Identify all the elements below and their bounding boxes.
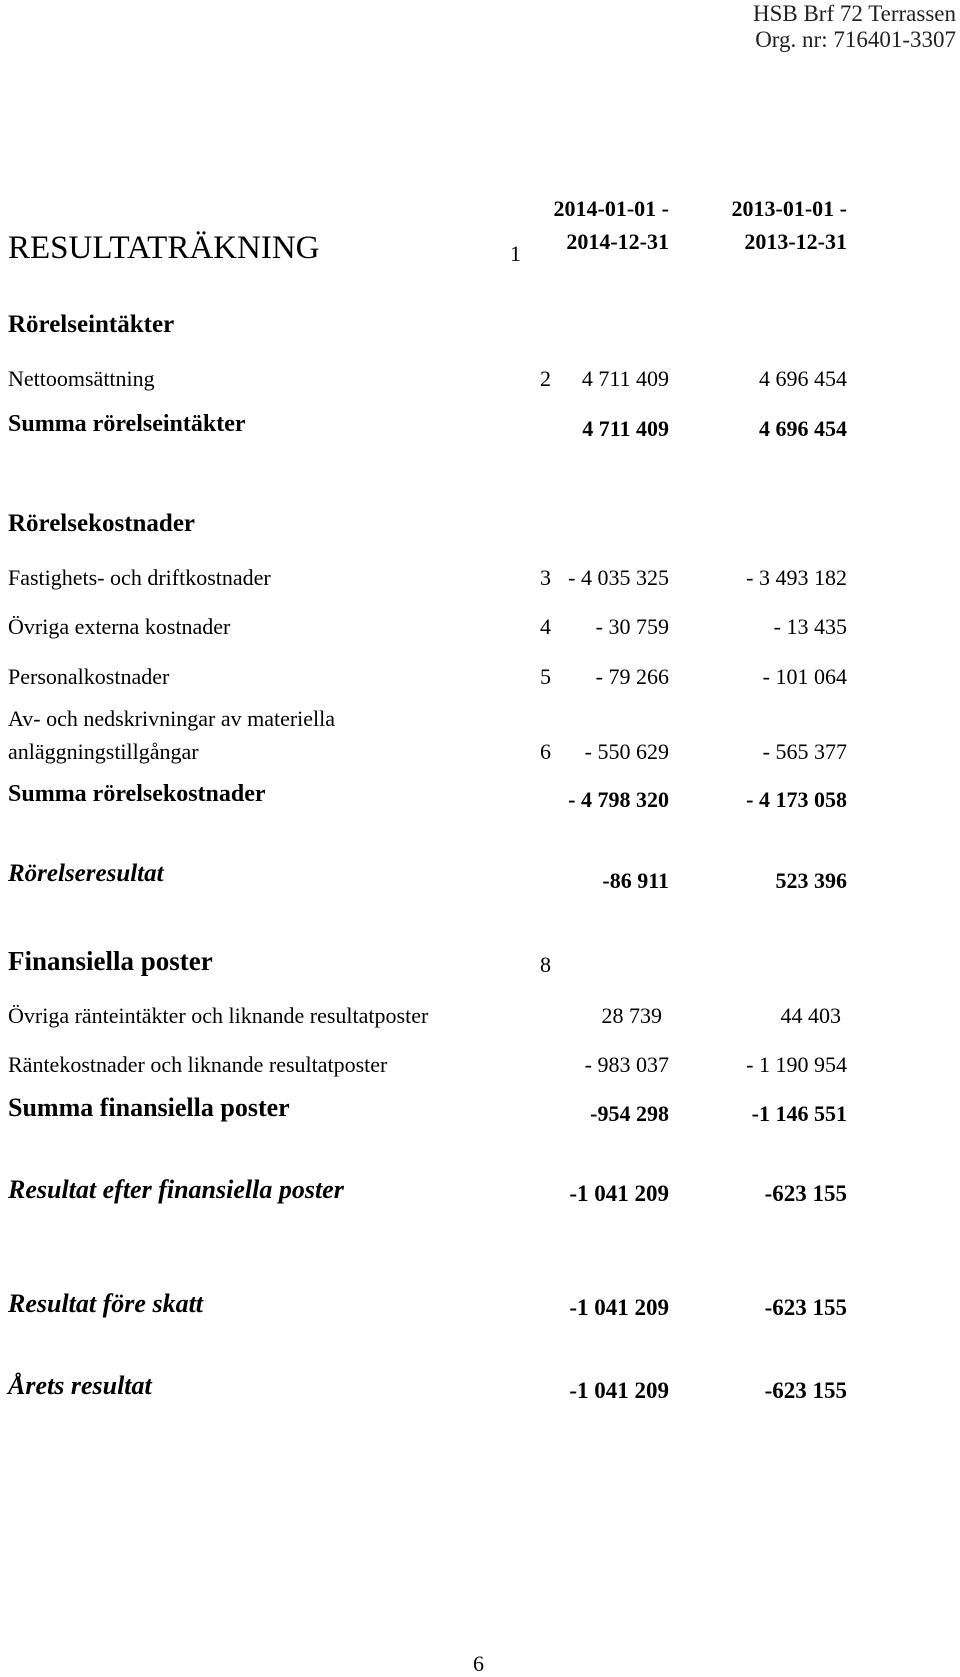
row-current-ranteintakter: 28 739: [601, 1003, 662, 1028]
period-previous-end: 2013-12-31: [744, 229, 847, 254]
period-current-start: 2014-01-01 -: [553, 196, 669, 221]
row-note-fastighet: 3: [540, 565, 551, 590]
section-finansiella-note: 8: [540, 952, 551, 977]
row-previous-ovriga: - 13 435: [773, 614, 847, 639]
row-current-arets-resultat: -1 041 209: [569, 1378, 669, 1403]
period-current-end: 2014-12-31: [566, 229, 669, 254]
row-previous-summa-kostnader: - 4 173 058: [746, 787, 847, 812]
row-current-summa-intakter: 4 711 409: [582, 416, 669, 441]
row-label-ranteintakter: Övriga ränteintäkter och liknande resultatposter: [8, 1003, 429, 1028]
row-previous-fastighet: - 3 493 182: [746, 565, 847, 590]
row-previous-rantekostnader: - 1 190 954: [746, 1052, 847, 1077]
row-label-fastighet: Fastighets- och driftkostnader: [8, 565, 271, 590]
row-label-avskrivning-line2: anläggningstillgångar: [8, 739, 199, 764]
period-previous-start: 2013-01-01 -: [731, 196, 847, 221]
row-previous-personal: - 101 064: [762, 664, 847, 689]
row-previous-nettoomsattning: 4 696 454: [759, 366, 847, 391]
row-current-rorelseresultat: -86 911: [602, 868, 669, 893]
row-previous-rorelseresultat: 523 396: [775, 868, 847, 893]
page-number: 6: [473, 1651, 484, 1676]
row-label-rantekostnader: Räntekostnader och liknande resultatposter: [8, 1052, 388, 1077]
row-current-ovriga: - 30 759: [595, 614, 669, 639]
section-rorelseintakter: Rörelseintäkter: [8, 311, 175, 338]
row-label-nettoomsattning: Nettoomsättning: [8, 366, 155, 391]
row-current-personal: - 79 266: [595, 664, 669, 689]
row-current-summa-kostnader: - 4 798 320: [568, 787, 669, 812]
row-previous-summa-intakter: 4 696 454: [759, 416, 847, 441]
row-label-rorelseresultat: Rörelseresultat: [8, 860, 164, 887]
row-current-rantekostnader: - 983 037: [584, 1052, 669, 1077]
row-label-summa-kostnader: Summa rörelsekostnader: [8, 781, 266, 807]
org-number: Org. nr: 716401-3307: [755, 27, 956, 52]
row-note-nettoomsattning: 2: [540, 366, 551, 391]
row-previous-resultat-efter-fin: -623 155: [764, 1181, 847, 1206]
row-label-personal: Personalkostnader: [8, 664, 170, 689]
row-current-summa-finansiella: -954 298: [590, 1101, 669, 1126]
row-previous-summa-finansiella: -1 146 551: [751, 1101, 847, 1126]
row-label-resultat-efter-fin: Resultat efter finansiella poster: [8, 1175, 344, 1204]
row-current-fastighet: - 4 035 325: [568, 565, 669, 590]
row-previous-ranteintakter: 44 403: [780, 1003, 841, 1028]
row-label-ovriga: Övriga externa kostnader: [8, 614, 231, 639]
row-current-avskrivning: - 550 629: [584, 739, 669, 764]
row-previous-resultat-fore-skatt: -623 155: [764, 1295, 847, 1320]
row-label-resultat-fore-skatt: Resultat före skatt: [8, 1289, 204, 1318]
row-label-summa-intakter: Summa rörelseintäkter: [8, 411, 246, 437]
row-previous-arets-resultat: -623 155: [764, 1378, 847, 1403]
row-current-nettoomsattning: 4 711 409: [581, 366, 669, 391]
row-note-avskrivning: 6: [540, 739, 551, 764]
row-current-resultat-fore-skatt: -1 041 209: [569, 1295, 669, 1320]
org-name: HSB Brf 72 Terrassen: [752, 1, 956, 26]
row-current-resultat-efter-fin: -1 041 209: [569, 1181, 669, 1206]
row-label-arets-resultat: Årets resultat: [8, 1371, 152, 1400]
section-finansiella: Finansiella poster: [8, 946, 213, 976]
page-title: RESULTATRÄKNING: [8, 230, 320, 266]
row-note-personal: 5: [540, 664, 551, 689]
section-rorelsekostnader: Rörelsekostnader: [8, 510, 196, 537]
row-previous-avskrivning: - 565 377: [762, 739, 847, 764]
row-note-ovriga: 4: [540, 614, 551, 639]
row-label-avskrivning-line1: Av- och nedskrivningar av materiella: [8, 706, 336, 731]
row-label-summa-finansiella: Summa finansiella poster: [8, 1093, 290, 1122]
title-note: 1: [510, 241, 521, 266]
